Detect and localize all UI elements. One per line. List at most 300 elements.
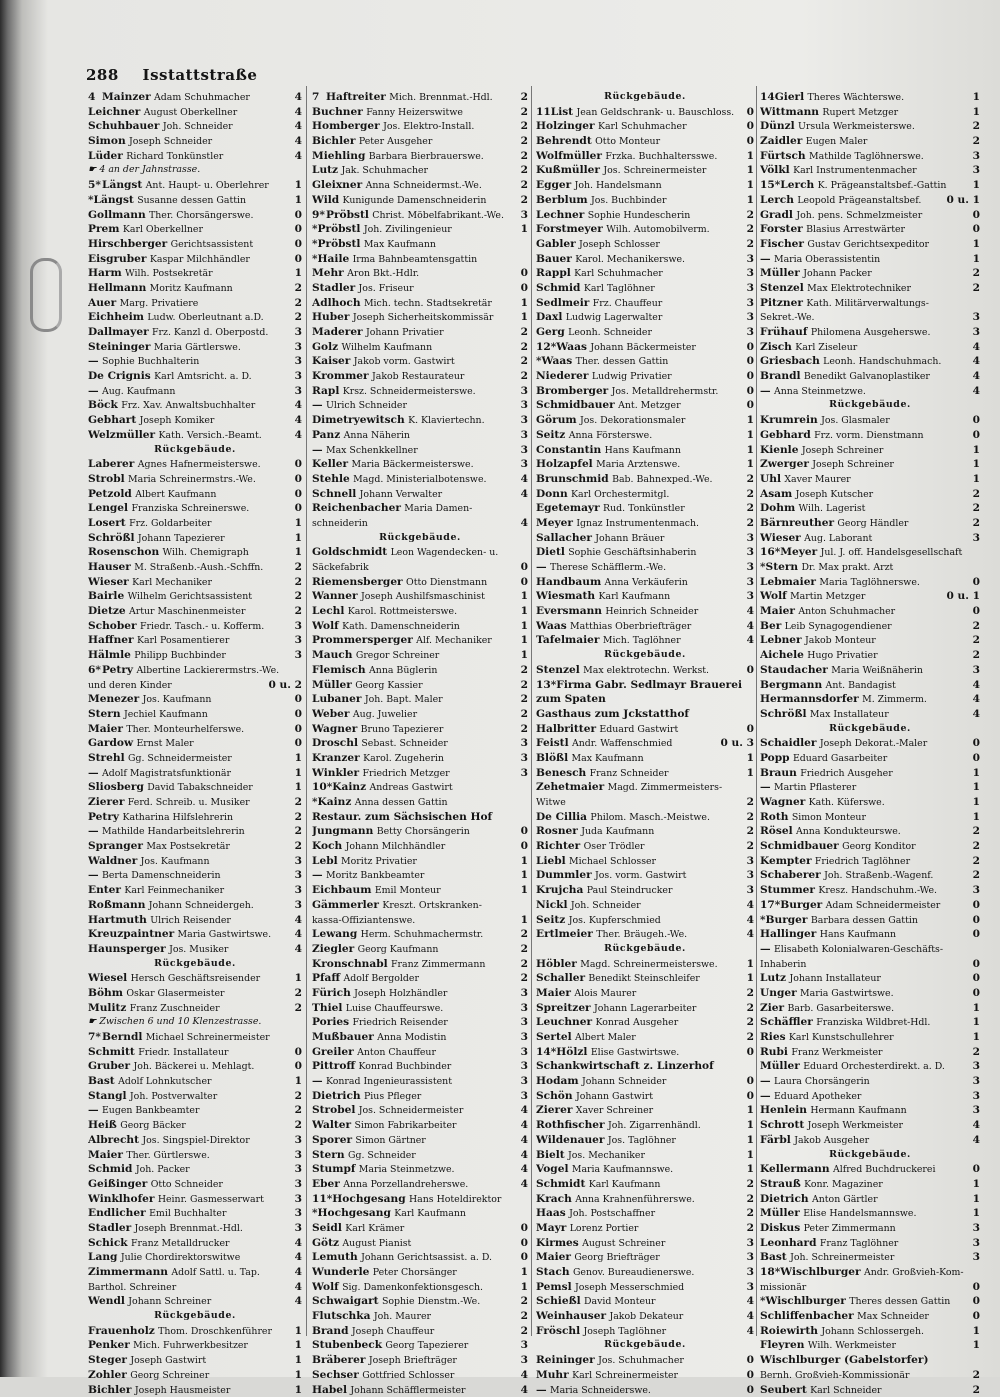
floor-number: 1 bbox=[747, 149, 754, 164]
resident-name: Schießl bbox=[536, 1295, 581, 1307]
resident-name: Walter bbox=[312, 1119, 351, 1131]
resident-occupation: Friedr. Tasch.- u. Kofferm. bbox=[140, 621, 264, 632]
floor-number: 4 bbox=[295, 398, 302, 413]
floor-number: 3 bbox=[521, 443, 528, 458]
directory-entry bbox=[760, 868, 980, 883]
directory-entry bbox=[88, 325, 302, 340]
resident-name: — bbox=[760, 253, 771, 265]
floor-number: 0 bbox=[521, 266, 528, 281]
resident-name: Unger bbox=[760, 987, 797, 999]
resident-name: Daxl bbox=[536, 311, 562, 323]
floor-number: 4 bbox=[295, 913, 302, 928]
section-heading: Rückgebäude. bbox=[536, 648, 754, 663]
resident-name: Leonhard bbox=[760, 1237, 817, 1249]
floor-number: 4 bbox=[295, 90, 302, 105]
directory-entry bbox=[312, 443, 528, 458]
resident-occupation: Adam Schuhmacher bbox=[154, 92, 250, 103]
resident-name: Eisgruber bbox=[88, 253, 146, 265]
directory-entry bbox=[88, 428, 302, 443]
floor-number: 1 bbox=[295, 1353, 302, 1368]
directory-entry bbox=[312, 927, 528, 942]
resident-occupation: Leonh. Schneider bbox=[568, 327, 652, 338]
resident-occupation: Magd. Schreinermeisterswe. bbox=[580, 959, 717, 970]
resident-occupation: Joh. Maurer bbox=[374, 1311, 431, 1322]
resident-occupation: Jean Geldschrank- u. Bauschloss. bbox=[576, 107, 734, 118]
directory-entry bbox=[312, 560, 528, 575]
resident-occupation: Jakob vorm. Gastwirt bbox=[354, 356, 455, 367]
directory-entry bbox=[88, 119, 302, 134]
resident-name: *Wischlburger bbox=[760, 1295, 846, 1307]
resident-occupation: Simon Fabrikarbeiter bbox=[354, 1120, 456, 1131]
resident-occupation: Sig. Damenkonfektionsgesch. bbox=[342, 1282, 483, 1293]
resident-occupation: Wilh. Werkmeister bbox=[808, 1340, 896, 1351]
resident-name: *Burger bbox=[760, 914, 808, 926]
floor-number: 3 bbox=[521, 1338, 528, 1353]
resident-occupation: August Pianist bbox=[342, 1238, 411, 1249]
resident-name: Popp bbox=[760, 752, 790, 764]
floor-number: 3 bbox=[747, 560, 754, 575]
resident-name: Losert bbox=[88, 517, 126, 529]
resident-name: Prem bbox=[88, 223, 120, 235]
directory-entry bbox=[536, 913, 754, 928]
directory-entry bbox=[88, 648, 302, 663]
resident-name: Lechner bbox=[536, 209, 584, 221]
floor-number: 0 bbox=[295, 487, 302, 502]
resident-name: Brand bbox=[312, 1325, 349, 1337]
directory-entry bbox=[312, 384, 528, 399]
floor-number: 1 bbox=[747, 957, 754, 972]
resident-name: List bbox=[551, 106, 573, 118]
directory-entry bbox=[312, 501, 528, 516]
resident-name: Prommersperger bbox=[312, 634, 413, 646]
resident-occupation: Franz Werkmeister bbox=[791, 1047, 882, 1058]
resident-name: Schön bbox=[536, 1090, 573, 1102]
resident-name: Stadler bbox=[88, 1222, 131, 1234]
floor-number: 2 bbox=[521, 90, 528, 105]
floor-number: 2 bbox=[747, 237, 754, 252]
resident-occupation: Mich. techn. Stadtsekretär bbox=[364, 298, 492, 309]
resident-occupation: Maria Damen- bbox=[404, 503, 472, 514]
directory-entry bbox=[760, 942, 980, 957]
resident-occupation: Blasius Arrestwärter bbox=[806, 224, 905, 235]
directory-entry bbox=[536, 707, 754, 722]
directory-entry bbox=[88, 1001, 302, 1016]
floor-number: 3 bbox=[747, 868, 754, 883]
resident-occupation: missionär bbox=[760, 1282, 806, 1293]
floor-number: 2 bbox=[747, 986, 754, 1001]
resident-occupation: Johann Schlossergeh. bbox=[821, 1326, 924, 1337]
floor-number: 2 bbox=[521, 163, 528, 178]
floor-number: 2 bbox=[747, 1192, 754, 1207]
floor-number: 4 bbox=[747, 898, 754, 913]
resident-occupation: Konrad Ingenieurassistent bbox=[326, 1076, 452, 1087]
directory-entry bbox=[536, 384, 754, 399]
resident-occupation: Anna Försterswe. bbox=[569, 430, 653, 441]
directory-entry bbox=[88, 883, 302, 898]
floor-number: 1 bbox=[973, 178, 980, 193]
resident-name: Diskus bbox=[760, 1222, 800, 1234]
resident-name: Hellmann bbox=[88, 282, 146, 294]
floor-number: 4 bbox=[295, 1294, 302, 1309]
resident-name: Pröbstl bbox=[326, 209, 369, 221]
section-heading: Rückgebäude. bbox=[536, 1338, 754, 1353]
directory-entry bbox=[536, 575, 754, 590]
resident-occupation: Mathilde Handarbeitslehrerin bbox=[102, 826, 245, 837]
floor-number: 2 bbox=[973, 1045, 980, 1060]
directory-entry bbox=[312, 1045, 528, 1060]
floor-number: 0 bbox=[295, 692, 302, 707]
resident-occupation: Simon Monteur bbox=[792, 812, 866, 823]
resident-occupation: Mich. Fuhrwerkbesitzer bbox=[133, 1340, 248, 1351]
resident-name: Miehling bbox=[312, 150, 365, 162]
floor-number: 2 bbox=[295, 310, 302, 325]
resident-occupation: Johann Bäckermeister bbox=[590, 342, 696, 353]
directory-entry bbox=[312, 604, 528, 619]
resident-name: Handbaum bbox=[536, 576, 601, 588]
floor-number: 4 bbox=[295, 1265, 302, 1280]
directory-entry bbox=[88, 927, 302, 942]
directory-entry bbox=[312, 208, 528, 223]
resident-occupation: Joh. Postverwalter bbox=[130, 1091, 217, 1102]
resident-occupation: Johann Packer bbox=[803, 268, 872, 279]
resident-name: Heiß bbox=[88, 1119, 117, 1131]
directory-entry bbox=[312, 457, 528, 472]
resident-name: Donn bbox=[536, 488, 568, 500]
resident-occupation: Karl Krämer bbox=[345, 1223, 404, 1234]
resident-occupation: Adolf Bergolder bbox=[343, 973, 418, 984]
section-heading: Rückgebäude. bbox=[760, 1148, 980, 1163]
resident-name: — bbox=[312, 399, 323, 411]
resident-name: *Waas bbox=[536, 355, 572, 367]
resident-occupation: Joh. Zivilingenieur bbox=[364, 224, 452, 235]
resident-name: Kempter bbox=[760, 855, 812, 867]
house-number: 14* bbox=[536, 1045, 556, 1060]
directory-entry bbox=[536, 1118, 754, 1133]
directory-entry bbox=[760, 971, 980, 986]
resident-occupation: Franz Zimmermann bbox=[391, 959, 485, 970]
resident-name: Pitzner bbox=[760, 297, 803, 309]
floor-number: 2 bbox=[295, 1118, 302, 1133]
resident-occupation: Peter Ausgeher bbox=[359, 136, 432, 147]
resident-occupation: Wilh. Lagerist bbox=[799, 503, 866, 514]
resident-name: Wischlburger (Gabelstorfer) bbox=[760, 1354, 928, 1366]
directory-entry bbox=[88, 501, 302, 516]
floor-number: 4 bbox=[747, 1324, 754, 1339]
resident-name: Fürich bbox=[312, 987, 351, 999]
floor-number: 3 bbox=[747, 266, 754, 281]
floor-number: 3 bbox=[295, 883, 302, 898]
resident-name: Schmidbauer bbox=[536, 399, 615, 411]
resident-name: Strobel bbox=[312, 1104, 355, 1116]
floor-number: 0 bbox=[973, 1162, 980, 1177]
floor-number: 2 bbox=[295, 1001, 302, 1016]
floor-number: 2 bbox=[973, 619, 980, 634]
directory-entry bbox=[312, 1118, 528, 1133]
resident-name: Gasthaus zum Jckstatthof bbox=[536, 708, 689, 720]
resident-name: Strehl bbox=[88, 752, 125, 764]
resident-name: Maderer bbox=[312, 326, 363, 338]
resident-occupation: Sophie Hundescherin bbox=[588, 210, 691, 221]
floor-number: 1 bbox=[295, 780, 302, 795]
directory-entry bbox=[760, 810, 980, 825]
resident-occupation: Joseph Sicherheitskommissär bbox=[353, 312, 493, 323]
floor-number: 2 bbox=[521, 325, 528, 340]
resident-occupation: Andr. Waffenschmied bbox=[572, 738, 672, 749]
resident-name: Lutz bbox=[312, 164, 338, 176]
directory-entry bbox=[312, 193, 528, 208]
directory-entry bbox=[536, 736, 754, 751]
resident-name: Fürtsch bbox=[760, 150, 806, 162]
resident-name: Vogel bbox=[536, 1163, 568, 1175]
directory-entry bbox=[88, 134, 302, 149]
directory-entry bbox=[536, 487, 754, 502]
resident-occupation: Benedikt Steinschleifer bbox=[588, 973, 699, 984]
floor-number: 0 bbox=[747, 1089, 754, 1104]
resident-name: Böck bbox=[88, 399, 118, 411]
resident-occupation: Johann Gastwirt bbox=[576, 1091, 653, 1102]
resident-occupation: Jos. Metalldrehermstr. bbox=[612, 386, 719, 397]
resident-name: Roiewirth bbox=[760, 1325, 818, 1337]
directory-entry bbox=[760, 648, 980, 663]
floor-number: 1 bbox=[747, 178, 754, 193]
resident-occupation: Philom. Masch.-Meistwe. bbox=[590, 812, 710, 823]
resident-occupation: Sophie Buchhalterin bbox=[102, 356, 199, 367]
resident-occupation: Friedrich Ausgeher bbox=[800, 768, 893, 779]
resident-occupation: Anna Büglerin bbox=[369, 665, 437, 676]
resident-occupation: Ludwig Privatier bbox=[592, 371, 672, 382]
resident-occupation: Anna Verkäuferin bbox=[605, 577, 688, 588]
directory-entry bbox=[536, 604, 754, 619]
floor-number: 1 bbox=[747, 1162, 754, 1177]
resident-name: Haffner bbox=[88, 634, 134, 646]
floor-number: 3 bbox=[521, 1045, 528, 1060]
resident-name: Lengel bbox=[88, 502, 128, 514]
resident-occupation: Joh. Bäckerei u. Mehlagt. bbox=[133, 1061, 254, 1072]
floor-number: 3 bbox=[973, 149, 980, 164]
directory-entry bbox=[760, 780, 980, 795]
resident-occupation: Betty Chorsängerin bbox=[377, 826, 470, 837]
resident-occupation: Gg. Schneidermeister bbox=[128, 753, 232, 764]
directory-entry bbox=[88, 472, 302, 487]
directory-entry bbox=[760, 1103, 980, 1118]
directory-entry bbox=[88, 1089, 302, 1104]
directory-entry bbox=[760, 1309, 980, 1324]
resident-occupation: Eduard Orchesterdirekt. a. D. bbox=[803, 1061, 945, 1072]
resident-name: Benesch bbox=[536, 767, 586, 779]
resident-occupation: Joh. Schreinermeister bbox=[790, 1252, 894, 1263]
floor-number: 4 bbox=[521, 1103, 528, 1118]
resident-name: De Crignis bbox=[88, 370, 151, 382]
resident-name: Zier bbox=[760, 1002, 784, 1014]
directory-entry bbox=[312, 516, 528, 531]
resident-name: Schwaigart bbox=[312, 1295, 379, 1307]
resident-name: Strauß bbox=[760, 1178, 801, 1190]
floor-number: 0 bbox=[747, 354, 754, 369]
resident-name: Asam bbox=[760, 488, 792, 500]
resident-name: Maier bbox=[88, 1149, 123, 1161]
directory-entry bbox=[312, 149, 528, 164]
resident-occupation: M. Zimmerm. bbox=[862, 694, 927, 705]
house-number: 4 bbox=[88, 90, 102, 105]
floor-number: 2 bbox=[521, 971, 528, 986]
resident-occupation: Jos. vorm. Gastwirt bbox=[595, 870, 686, 881]
resident-name: Aichele bbox=[760, 649, 804, 661]
resident-occupation: Juda Kaufmann bbox=[581, 826, 654, 837]
resident-occupation: Paul Steindrucker bbox=[587, 885, 673, 896]
floor-number: 0 bbox=[295, 457, 302, 472]
directory-entry bbox=[312, 340, 528, 355]
directory-entry bbox=[312, 692, 528, 707]
section-heading: Rückgebäude. bbox=[88, 957, 302, 972]
directory-entry bbox=[312, 369, 528, 384]
floor-number: 0 bbox=[973, 1309, 980, 1324]
directory-entry bbox=[312, 1103, 528, 1118]
resident-name: Menezer bbox=[88, 693, 139, 705]
resident-name: Schmid bbox=[88, 1163, 132, 1175]
floor-number: 1 bbox=[295, 545, 302, 560]
resident-name: Riemensberger bbox=[312, 576, 403, 588]
resident-name: Auer bbox=[88, 297, 116, 309]
directory-entry bbox=[312, 868, 528, 883]
directory-entry bbox=[760, 560, 980, 575]
resident-occupation: Jos. Elektro-Install. bbox=[383, 121, 474, 132]
resident-occupation: Hersch Geschäftsreisender bbox=[131, 973, 261, 984]
resident-occupation: Hermann Kaufmann bbox=[810, 1105, 906, 1116]
resident-name: Egger bbox=[536, 179, 571, 191]
directory-entry bbox=[88, 839, 302, 854]
directory-entry bbox=[536, 839, 754, 854]
resident-occupation: Xaver Schreiner bbox=[576, 1105, 653, 1116]
floor-number: 3 bbox=[973, 163, 980, 178]
resident-name: Maier bbox=[88, 723, 123, 735]
resident-occupation: Jakob Ausgeher bbox=[794, 1135, 869, 1146]
directory-entry bbox=[312, 178, 528, 193]
resident-name: Enter bbox=[88, 884, 121, 896]
floor-number: 1 bbox=[973, 810, 980, 825]
resident-occupation: Theres Wächterswe. bbox=[808, 92, 905, 103]
floor-number: 1 bbox=[295, 1324, 302, 1339]
resident-occupation: Berta Damenschneiderin bbox=[102, 870, 221, 881]
resident-name: Lemuth bbox=[312, 1251, 358, 1263]
floor-number: 3 bbox=[521, 413, 528, 428]
resident-occupation: Magd. Ministerialbotenswe. bbox=[353, 474, 486, 485]
resident-occupation: Franziska Schreinerswe. bbox=[131, 503, 249, 514]
floor-number: 2 bbox=[747, 208, 754, 223]
resident-name: Dummler bbox=[536, 869, 592, 881]
directory-entry bbox=[536, 369, 754, 384]
resident-occupation: Karl Schneider bbox=[810, 1385, 881, 1396]
resident-name: Meyer bbox=[536, 517, 573, 529]
resident-occupation: Moritz Kaufmann bbox=[150, 283, 233, 294]
floor-number: 3 bbox=[295, 1192, 302, 1207]
resident-occupation: und deren Kinder bbox=[88, 680, 172, 691]
resident-occupation: Ther. Chorsängerswe. bbox=[149, 210, 253, 221]
floor-number: 3 bbox=[295, 354, 302, 369]
floor-number: 2 bbox=[747, 1001, 754, 1016]
directory-entry bbox=[312, 824, 528, 839]
resident-name: Gabler bbox=[536, 238, 576, 250]
resident-occupation: Kath. Versich.-Beamt. bbox=[158, 430, 261, 441]
directory-entry bbox=[312, 883, 528, 898]
house-number: 7 bbox=[312, 90, 326, 105]
directory-entry bbox=[312, 266, 528, 281]
resident-name: — bbox=[88, 385, 99, 397]
directory-entry bbox=[536, 105, 754, 120]
directory-entry bbox=[760, 354, 980, 369]
resident-occupation: Ludwig Lagerwalter bbox=[566, 312, 663, 323]
directory-entry bbox=[88, 369, 302, 384]
resident-name: — bbox=[88, 825, 99, 837]
resident-occupation: Oser Trödler bbox=[584, 841, 645, 852]
directory-entry bbox=[312, 722, 528, 737]
directory-entry bbox=[312, 957, 528, 972]
floor-number: 0 bbox=[973, 222, 980, 237]
directory-entry bbox=[88, 1162, 302, 1177]
resident-name: Forstmeyer bbox=[536, 223, 603, 235]
floor-number: 2 bbox=[521, 1294, 528, 1309]
resident-occupation: Richard Tonkünstler bbox=[126, 151, 223, 162]
directory-entry bbox=[312, 1089, 528, 1104]
resident-name: Pemsl bbox=[536, 1281, 572, 1293]
directory-entry bbox=[760, 1059, 980, 1074]
floor-number: 1 bbox=[295, 266, 302, 281]
resident-name: Seubert bbox=[760, 1384, 807, 1396]
resident-name: *Kainz bbox=[312, 796, 351, 808]
resident-occupation: Georg Tapezierer bbox=[385, 1340, 468, 1351]
floor-number: 2 bbox=[295, 1089, 302, 1104]
directory-entry bbox=[88, 589, 302, 604]
floor-number: 0 bbox=[973, 208, 980, 223]
floor-number: 4 bbox=[747, 619, 754, 634]
floor-number: 2 bbox=[973, 868, 980, 883]
resident-name: Bichler bbox=[312, 135, 355, 147]
floor-number: 1 bbox=[295, 971, 302, 986]
resident-occupation: K. Klaviertechn. bbox=[408, 415, 485, 426]
directory-entry bbox=[760, 766, 980, 781]
floor-number: 3 bbox=[973, 310, 980, 325]
resident-name: Stehle bbox=[312, 473, 350, 485]
street-title: Isstattstraße bbox=[143, 66, 258, 84]
resident-occupation: Rupert Metzger bbox=[822, 107, 898, 118]
floor-number: 4 bbox=[295, 105, 302, 120]
resident-name: Uhl bbox=[760, 473, 781, 485]
directory-entry bbox=[536, 354, 754, 369]
resident-occupation: Alois Maurer bbox=[574, 988, 636, 999]
resident-name: Lebner bbox=[760, 634, 802, 646]
directory-entry bbox=[88, 105, 302, 120]
resident-name: Gardow bbox=[88, 737, 133, 749]
resident-occupation: Max Schenkkellner bbox=[326, 445, 418, 456]
resident-name: Hermannsdorfer bbox=[760, 693, 859, 705]
resident-name: *Stern bbox=[760, 561, 798, 573]
resident-name: Adlhoch bbox=[312, 297, 361, 309]
floor-number: 4 bbox=[973, 707, 980, 722]
directory-entry bbox=[88, 1206, 302, 1221]
resident-occupation: Moritz Bankbeamter bbox=[326, 870, 424, 881]
directory-entry bbox=[536, 1133, 754, 1148]
resident-name: Wischlburger bbox=[780, 1266, 860, 1278]
resident-name: Firma Gabr. Sedlmayr Brauerei bbox=[556, 679, 742, 691]
directory-entry bbox=[88, 692, 302, 707]
resident-name: Wieser bbox=[88, 576, 129, 588]
resident-name: Goldschmidt bbox=[312, 546, 387, 558]
directory-entry bbox=[312, 1148, 528, 1163]
floor-number: 2 bbox=[747, 487, 754, 502]
directory-entry bbox=[88, 516, 302, 531]
resident-name: Feistl bbox=[536, 737, 569, 749]
directory-entry bbox=[536, 1001, 754, 1016]
floor-number: 2 bbox=[521, 354, 528, 369]
